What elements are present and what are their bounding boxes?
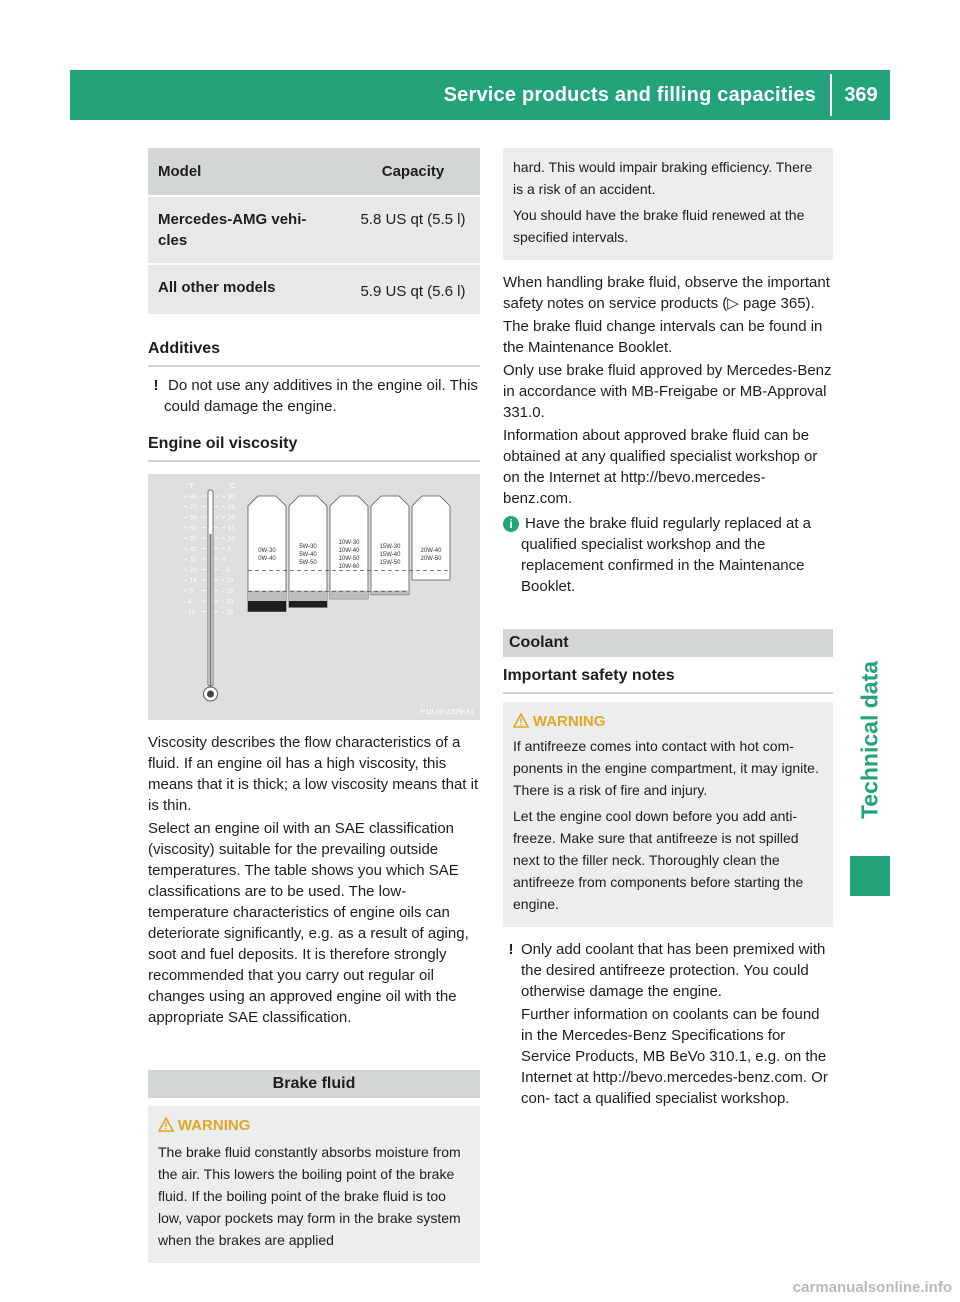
- viscosity-grade-label: 10W-50: [338, 556, 360, 562]
- viscosity-paragraph-2: Select an engine oil with an SAE classification (viscosity) suitable for the prevailing outside temperatures. The table shows you which SAE classifications are to be used. The low-temperature characteristics of engine oils can deteriorate significantly, e.g. as a result of aging, soot and fuel deposits. It is therefore strongly recommended that you carry out regular oil changes using an approved engine oil with the appropriate SAE classification.: [148, 820, 469, 1026]
- unit-f-label: °F: [188, 483, 196, 490]
- brake-warning-cont-1: hard. This would impair braking efficiency. There is a risk of an accident.: [513, 159, 813, 197]
- tick-label-f: - 4: [184, 598, 192, 606]
- tick-label-c: - 25: [222, 609, 234, 616]
- viscosity-chart: [148, 474, 480, 720]
- table-header-capacity: Capacity: [346, 148, 480, 196]
- page-number: 369: [844, 84, 878, 106]
- brake-paragraph-1: When handling brake fluid, observe the important safety notes on service products (▷ page 365).: [503, 274, 830, 312]
- tick-label-c: + 20: [222, 514, 235, 522]
- left-column: [148, 148, 480, 1263]
- brake-fluid-heading: Brake fluid: [148, 1070, 480, 1098]
- brake-info-text: Have the brake fluid regularly replaced at a qualified specialist workshop and the replacement confirmed in the Maintenance Booklet.: [521, 515, 811, 595]
- tick-label-f: + 32: [184, 556, 197, 564]
- side-tab: [850, 640, 890, 840]
- viscosity-dark-band: [289, 601, 327, 607]
- tick-label-f: + 68: [184, 514, 197, 522]
- viscosity-chart-svg: [148, 474, 480, 720]
- tick-label-f: + 41: [184, 546, 197, 553]
- tick-label-f: + 86: [184, 493, 197, 501]
- viscosity-grade-label: 0W-30: [258, 548, 276, 554]
- figure-code: P18.00-2329-31: [420, 707, 474, 716]
- additives-heading: Additives: [148, 338, 480, 367]
- tick-label-c: 0: [222, 556, 226, 564]
- table-cell-model: All other models: [148, 264, 346, 314]
- exclamation-icon: !: [153, 377, 159, 394]
- table-row: [148, 196, 480, 264]
- viscosity-grade-label: 15W-50: [379, 560, 401, 566]
- side-tab-marker: [850, 856, 890, 896]
- exclamation-icon: !: [508, 941, 514, 958]
- thermometer-bulb-fill: [207, 691, 214, 698]
- tick-label-f: + 23: [184, 567, 197, 574]
- viscosity-grade-label: 10W-30: [338, 540, 360, 546]
- viscosity-grade-label: 20W-40: [420, 548, 442, 554]
- brake-paragraph-4: Information about approved brake fluid can be obtained at any qualified specialist workshop or on the Internet at http://bevo.mercedes-benz.com.: [503, 427, 818, 507]
- coolant-heading: Coolant: [503, 629, 833, 657]
- viscosity-paragraph-1: Viscosity describes the flow characteristics of a fluid. If an engine oil has a high viscosity, this means that it is thick; a low viscosity means that it is thin.: [148, 734, 479, 814]
- viscosity-grade-label: 15W-30: [379, 544, 401, 550]
- warning-label: WARNING: [177, 1117, 251, 1134]
- coolant-note-2: Further information on coolants can be found in the Mercedes-Benz Specifications for Service Products, MB BeVo 310.1, e.g. on the Internet at http://bevo.mercedes-benz.com. Or con- tact a qualified specialist workshop.: [521, 1006, 828, 1107]
- viscosity-grade-label: 15W-40: [379, 552, 401, 558]
- viscosity-dark-band: [248, 601, 286, 612]
- coolant-subheading: Important safety notes: [503, 665, 833, 694]
- viscosity-grade-label: 10W-40: [338, 548, 360, 554]
- tick-label-c: + 30: [222, 493, 235, 501]
- tick-label-f: + 59: [184, 525, 197, 532]
- viscosity-grade-label: 0W-40: [258, 556, 276, 562]
- coolant-note: [503, 939, 833, 1002]
- footer-watermark: carmanualsonline.info: [792, 1279, 952, 1296]
- brake-warning-continued: [503, 148, 833, 260]
- viscosity-grade-bar: [412, 496, 450, 580]
- tick-label-c: + 5: [222, 546, 232, 553]
- viscosity-grade-label: 5W-50: [299, 560, 317, 566]
- additives-note-text: Do not use any additives in the engine oil. This could damage the engine.: [164, 377, 478, 415]
- viscosity-grade-label: 5W-40: [299, 552, 317, 558]
- coolant-note-1: Only add coolant that has been premixed with the desired antifreeze protection. You could otherwise damage the engine.: [521, 941, 826, 1000]
- tick-label-c: + 15: [222, 525, 235, 532]
- tick-label-c: + 10: [222, 535, 235, 543]
- coolant-warning-box: [503, 702, 833, 927]
- tick-label-c: - 20: [222, 598, 234, 606]
- tick-label-c: + 25: [222, 504, 235, 511]
- unit-c-label: °C: [228, 483, 236, 490]
- right-column: [503, 148, 833, 1109]
- brake-paragraph-3: Only use brake fluid approved by Mercedes-Benz in accordance with MB-Freigabe or MB-Approval 331.0.: [503, 362, 832, 421]
- table-cell-model: Mercedes-AMG vehi- cles: [148, 196, 346, 264]
- brake-info-note: [503, 513, 833, 597]
- viscosity-heading: Engine oil viscosity: [148, 433, 480, 462]
- tick-label-f: + 14: [184, 577, 197, 585]
- table-row: [148, 264, 480, 314]
- table-cell-capacity: 5.9 US qt (5.6 l): [346, 264, 480, 314]
- tick-label-c: - 10: [222, 577, 234, 585]
- tick-label-c: - 5: [222, 567, 230, 574]
- brake-warning-box: [148, 1106, 480, 1263]
- tick-label-f: + 50: [184, 535, 197, 543]
- brake-warning-text: The brake fluid constantly absorbs moisture from the air. This lowers the boiling point of the brake fluid. If the boiling point of the brake fluid is too low, vapor pockets may form in the brake system when the brakes are applied: [158, 1144, 461, 1248]
- table-cell-capacity: 5.8 US qt (5.5 l): [346, 196, 480, 264]
- viscosity-grade-label: 10W-60: [338, 564, 360, 570]
- brake-paragraph-2: The brake fluid change intervals can be found in the Maintenance Booklet.: [503, 318, 823, 356]
- side-tab-label: Technical data: [856, 660, 883, 820]
- coolant-warning-2: Let the engine cool down before you add anti- freeze. Make sure that antifreeze is not spilled next to the filler neck. Thoroughly clean the antifreeze from components before starting the engine.: [513, 808, 804, 912]
- brake-warning-cont-2: You should have the brake fluid renewed at the specified intervals.: [513, 207, 805, 245]
- warning-triangle-icon: [513, 713, 533, 729]
- header-title: Service products and filling capacities: [443, 84, 816, 106]
- table-header-model: Model: [148, 148, 346, 196]
- brake-warning-header: [158, 1114, 470, 1137]
- warning-label: WARNING: [532, 713, 606, 730]
- tick-label-f: + 77: [184, 504, 197, 511]
- capacity-table: [148, 148, 480, 314]
- viscosity-grade-label: 20W-50: [420, 556, 442, 562]
- info-icon: i: [503, 516, 519, 532]
- tick-label-c: - 15: [222, 588, 234, 595]
- tick-label-f: - 13: [184, 609, 196, 616]
- viscosity-grade-label: 5W-30: [299, 544, 317, 550]
- additives-note: [148, 375, 480, 417]
- warning-triangle-icon: [158, 1117, 178, 1133]
- coolant-warning-1: If antifreeze comes into contact with hot com- ponents in the engine compartment, it may ignite. There is a risk of fire and injury.: [513, 738, 819, 798]
- coolant-warning-header: [513, 710, 823, 733]
- tick-label-f: + 5: [184, 588, 194, 595]
- thermometer-column: [210, 534, 212, 686]
